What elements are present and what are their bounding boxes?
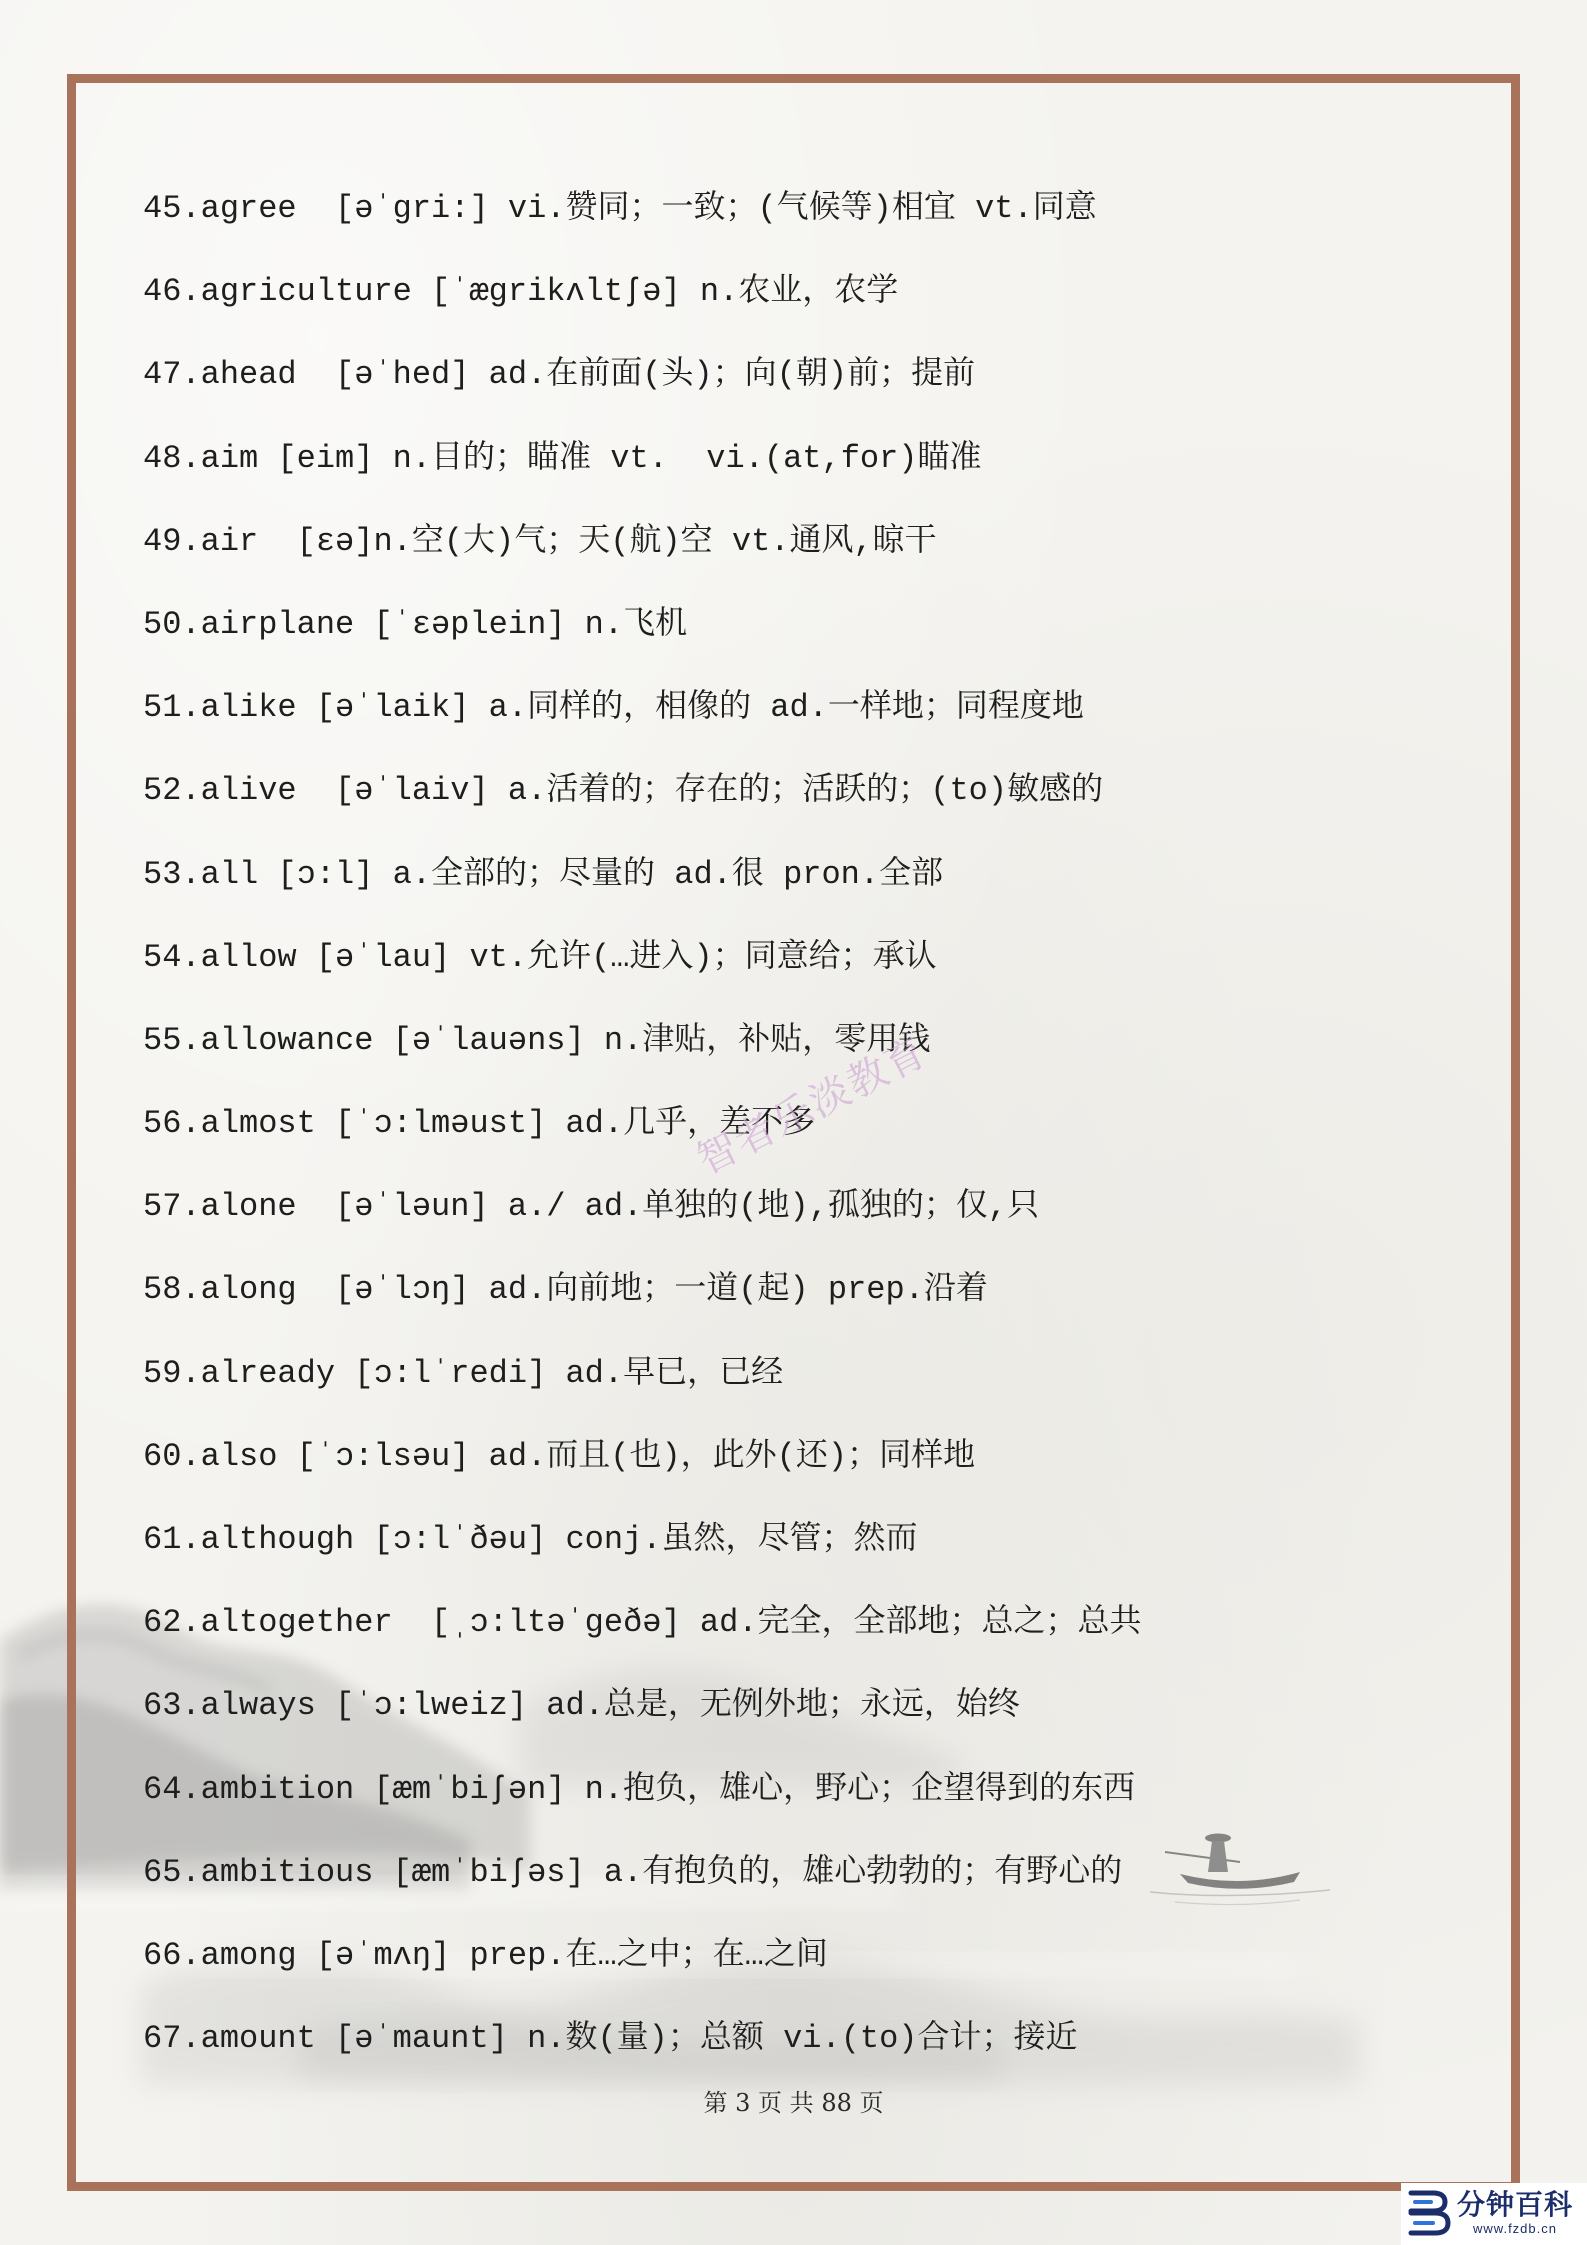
- entry-text: airplane [ˈɛəplein] n.飞机: [200, 605, 688, 643]
- entry-text: already [ɔ:lˈredi] ad.早已，已经: [200, 1354, 784, 1392]
- entry-text: air [ɛə]n.空(大)气；天(航)空 vt.通风,晾干: [200, 522, 937, 560]
- entry-text: along [əˈlɔŋ] ad.向前地；一道(起) prep.沿着: [200, 1271, 988, 1309]
- entry-text: allowance [əˈlauəns] n.津贴，补贴，零用钱: [200, 1021, 931, 1059]
- entry-text: alike [əˈlaik] a.同样的，相像的 ad.一样地；同程度地: [200, 689, 1084, 727]
- vocab-entry-54: [143, 916, 1142, 999]
- footer-label-mid: 页 共: [758, 2089, 814, 2117]
- entry-text: agree [əˈgri:] vi.赞同；一致；(气候等)相宜 vt.同意: [200, 190, 1097, 227]
- entry-number: 51.: [143, 689, 201, 727]
- vocab-entry-64: [143, 1748, 1142, 1831]
- entry-number: 49.: [143, 522, 201, 560]
- entry-text: amount [əˈmaunt] n.数(量)；总额 vi.(to)合计；接近: [200, 2020, 1078, 2058]
- entry-text: ambition [æmˈbiʃən] n.抱负，雄心，野心；企望得到的东西: [200, 1770, 1136, 1808]
- footer-current-page: 3: [735, 2089, 751, 2117]
- entry-number: 57.: [143, 1188, 201, 1226]
- page-footer: [0, 2083, 1587, 2118]
- vocab-entry-50: [143, 583, 1142, 666]
- entry-number: 52.: [143, 772, 201, 810]
- vocab-entry-45: [143, 167, 1142, 250]
- vocab-entry-65: [143, 1831, 1142, 1914]
- entry-number: 60.: [143, 1437, 201, 1475]
- logo-url: www.fzdb.cn: [1473, 2221, 1557, 2236]
- entry-number: 46.: [143, 273, 201, 311]
- entry-text: ahead [əˈhed] ad.在前面(头)；向(朝)前；提前: [200, 356, 976, 394]
- fishing-boat: [1150, 1834, 1330, 1905]
- vocab-entry-58: [143, 1248, 1142, 1331]
- vocab-entry-66: [143, 1914, 1142, 1997]
- entry-number: 45.: [143, 190, 201, 227]
- vocab-entry-56: [143, 1082, 1142, 1165]
- entry-text: all [ɔ:l] a.全部的；尽量的 ad.很 pron.全部: [200, 855, 944, 893]
- vocab-entry-46: [143, 250, 1142, 333]
- entry-list: [143, 167, 1142, 2080]
- entry-number: 56.: [143, 1105, 201, 1143]
- vocab-entry-59: [143, 1332, 1142, 1415]
- vocab-entry-49: [143, 500, 1142, 583]
- entry-number: 58.: [143, 1271, 201, 1309]
- entry-text: agriculture [ˈægrikʌltʃə] n.农业，农学: [200, 273, 899, 311]
- footer-label-after: 页: [859, 2089, 884, 2117]
- footer-label-before: 第: [703, 2089, 728, 2117]
- entry-number: 48.: [143, 439, 201, 477]
- fzdb-logo-icon: [1407, 2189, 1451, 2237]
- entry-number: 66.: [143, 1936, 201, 1974]
- vocab-entry-48: [143, 417, 1142, 500]
- entry-text: allow [əˈlau] vt.允许(…进入)；同意给；承认: [200, 938, 937, 976]
- site-logo: [1401, 2183, 1587, 2245]
- entry-number: 59.: [143, 1354, 201, 1392]
- vocab-entry-67: [143, 1997, 1142, 2080]
- entry-number: 50.: [143, 605, 201, 643]
- entry-text: alone [əˈləun] a./ ad.单独的(地),孤独的；仅,只: [200, 1188, 1040, 1226]
- vocab-entry-47: [143, 333, 1142, 416]
- watermark: 智者乐淡教育: [689, 1028, 936, 1184]
- vocab-entry-53: [143, 833, 1142, 916]
- entry-number: 67.: [143, 2020, 201, 2058]
- footer-total-pages: 88: [821, 2089, 852, 2117]
- vocab-entry-61: [143, 1498, 1142, 1581]
- vocab-entry-62: [143, 1581, 1142, 1664]
- vocab-entry-63: [143, 1664, 1142, 1747]
- entry-number: 63.: [143, 1687, 201, 1725]
- entry-text: almost [ˈɔ:lməust] ad.几乎，差不多: [200, 1105, 816, 1143]
- vocab-entry-60: [143, 1415, 1142, 1498]
- entry-number: 64.: [143, 1770, 201, 1808]
- entry-number: 54.: [143, 938, 201, 976]
- vocab-entry-57: [143, 1165, 1142, 1248]
- entry-text: ambitious [æmˈbiʃəs] a.有抱负的，雄心勃勃的；有野心的: [200, 1853, 1123, 1891]
- entry-text: always [ˈɔ:lweiz] ad.总是，无例外地；永远，始终: [200, 1687, 1020, 1725]
- entry-text: among [əˈmʌŋ] prep.在…之中；在…之间: [200, 1936, 828, 1974]
- logo-text: [1457, 2189, 1573, 2236]
- entry-number: 55.: [143, 1021, 201, 1059]
- vocab-entry-52: [143, 749, 1142, 832]
- entry-text: also [ˈɔ:lsəu] ad.而且(也)，此外(还)；同样地: [200, 1437, 976, 1475]
- vocab-entry-55: [143, 999, 1142, 1082]
- entry-number: 53.: [143, 855, 201, 893]
- entry-text: although [ɔ:lˈðəu] conj.虽然，尽管；然而: [200, 1521, 918, 1558]
- logo-name: 分钟百科: [1457, 2188, 1574, 2221]
- entry-number: 61.: [143, 1521, 201, 1558]
- entry-text: aim [eim] n.目的；瞄准 vt. vi.(at,for)瞄准: [200, 439, 982, 477]
- entry-text: alive [əˈlaiv] a.活着的；存在的；活跃的；(to)敏感的: [200, 772, 1104, 810]
- entry-text: altogether [ˌɔ:ltəˈgeðə] ad.完全，全部地；总之；总共: [200, 1604, 1142, 1642]
- vocab-entry-51: [143, 666, 1142, 749]
- entry-number: 65.: [143, 1853, 201, 1891]
- entry-number: 62.: [143, 1604, 201, 1642]
- entry-number: 47.: [143, 356, 201, 394]
